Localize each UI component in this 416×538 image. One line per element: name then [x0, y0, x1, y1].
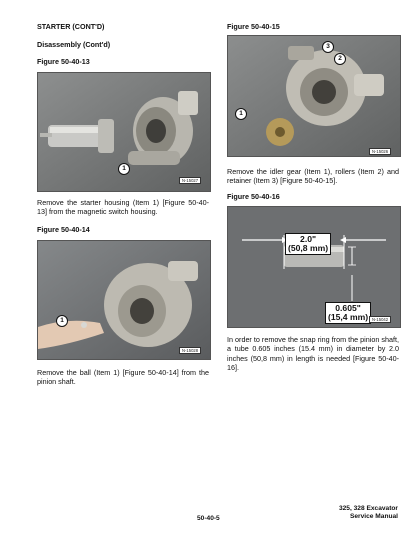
dimension-diameter-mm: (15,4 mm) [328, 312, 369, 322]
dimension-length-inches: 2.0" [300, 234, 317, 244]
paragraph-tube-requirement: In order to remove the snap ring from the pinion shaft, a tube 0.605 inches (15.4 mm) in diameter by 2.0 inches (50,8 mm) in length is needed [Figure 50-40-16]. [227, 335, 399, 373]
dimension-length-mm: (50,8 mm) [288, 243, 329, 253]
dimension-diameter-label [325, 302, 371, 324]
figure-50-40-16-caption: Figure 50-40-16 [227, 192, 280, 201]
callout-item-2: 2 [334, 53, 346, 65]
figure-tag: N-15042 [369, 316, 391, 323]
model-name: 325, 328 Excavator [338, 505, 398, 512]
callout-item-1: 1 [118, 163, 130, 175]
pinion-ball-illustration [38, 241, 210, 359]
subsection-title: Disassembly (Cont'd) [37, 40, 111, 49]
tube-dimension-illustration [228, 207, 400, 327]
idler-gear-illustration [228, 36, 400, 156]
section-title: STARTER (CONT'D) [37, 22, 105, 31]
dimension-length-label [285, 233, 331, 255]
figure-50-40-15-photo [227, 35, 401, 157]
figure-tag: N-15027 [179, 177, 201, 184]
paragraph-remove-ball: Remove the ball (Item 1) [Figure 50-40-14] from the pinion shaft. [37, 368, 209, 387]
page-number: 50-40-5 [197, 515, 220, 522]
paragraph-remove-idler-gear: Remove the idler gear (Item 1), rollers (Item 2) and retainer (Item 3) [Figure 50-40-15]. [227, 167, 399, 186]
figure-tag: N-15026 [369, 148, 391, 155]
callout-item-3: 3 [322, 41, 334, 53]
dimension-diameter-inches: 0.605" [335, 303, 361, 313]
figure-tag: N-15028 [179, 347, 201, 354]
manual-title-block [339, 505, 398, 521]
figure-50-40-13-caption: Figure 50-40-13 [37, 57, 90, 66]
paragraph-remove-starter-housing: Remove the starter housing (Item 1) [Figure 50-40-13] from the magnetic switch housing. [37, 198, 209, 217]
callout-item-1: 1 [56, 315, 68, 327]
figure-50-40-16-photo [227, 206, 401, 328]
manual-name: Service Manual [349, 513, 398, 520]
figure-50-40-15-caption: Figure 50-40-15 [227, 22, 280, 31]
figure-50-40-14-caption: Figure 50-40-14 [37, 225, 90, 234]
callout-item-1: 1 [235, 108, 247, 120]
figure-50-40-14-photo [37, 240, 211, 360]
figure-50-40-13-photo [37, 72, 211, 192]
